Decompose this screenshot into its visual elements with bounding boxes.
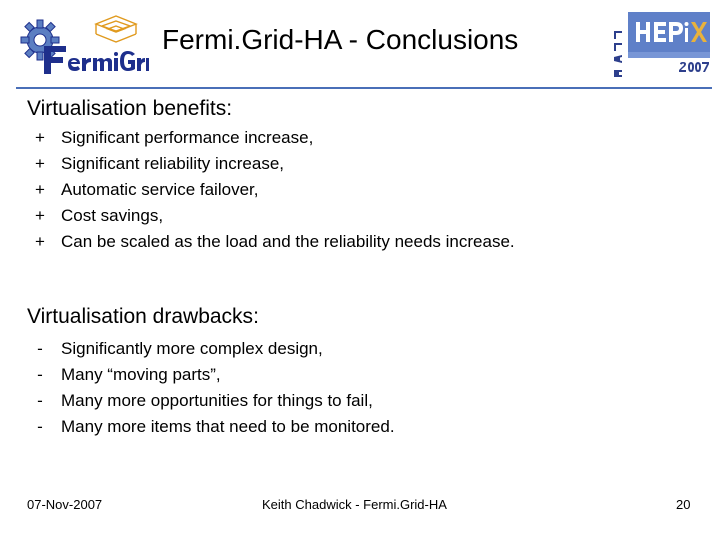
page-number: 20 (676, 497, 691, 512)
drawbacks-heading-text: Virtualisation drawbacks (27, 305, 254, 328)
list-item (0, 336, 700, 362)
plus-bullet: + (35, 206, 45, 225)
dash-bullet: - (37, 339, 43, 358)
dash-bullet: - (37, 417, 43, 436)
benefit-text: Can be scaled as the load and the reliability needs increase. (61, 232, 515, 251)
hepix-fall-2007-logo (612, 8, 712, 82)
plus-bullet: + (35, 232, 45, 251)
benefit-text: Automatic service failover, (61, 180, 259, 199)
drawback-text: Significantly more complex design, (61, 339, 323, 358)
benefit-text: Cost savings, (61, 206, 164, 225)
benefits-heading (27, 96, 232, 122)
list-item (0, 414, 700, 440)
drawbacks-heading (27, 304, 259, 330)
page-title: Fermi.Grid-HA - Conclusions (162, 24, 519, 55)
drawbacks-list (0, 336, 700, 440)
list-item (0, 229, 700, 255)
drawbacks-heading-colon: : (253, 305, 259, 328)
benefit-text: Significant performance increase, (61, 128, 314, 147)
list-item (0, 362, 700, 388)
plus-bullet: + (35, 180, 45, 199)
dash-bullet: - (37, 365, 43, 384)
benefits-heading-text: Virtualisation benefits (27, 97, 227, 120)
list-item (0, 388, 700, 414)
plus-bullet: + (35, 154, 45, 173)
drawback-text: Many more items that need to be monitored. (61, 417, 395, 436)
list-item (0, 151, 700, 177)
list-item (0, 203, 700, 229)
drawback-text: Many more opportunities for things to fail, (61, 391, 373, 410)
benefit-text: Significant reliability increase, (61, 154, 284, 173)
drawback-text: Many “moving parts”, (61, 365, 221, 384)
fermigrid-logo-graphic (18, 14, 150, 76)
footer-presenter: Keith Chadwick - Fermi.Grid-HA (262, 497, 447, 512)
benefits-heading-colon: : (226, 97, 233, 120)
dash-bullet: - (37, 391, 43, 410)
list-item (0, 177, 700, 203)
plus-bullet: + (35, 128, 45, 147)
header-divider (16, 87, 712, 89)
benefits-list (0, 125, 700, 255)
hepix-logo-graphic (612, 8, 712, 82)
fermigrid-logo (18, 14, 150, 76)
footer-date: 07-Nov-2007 (27, 497, 103, 512)
list-item (0, 125, 700, 151)
